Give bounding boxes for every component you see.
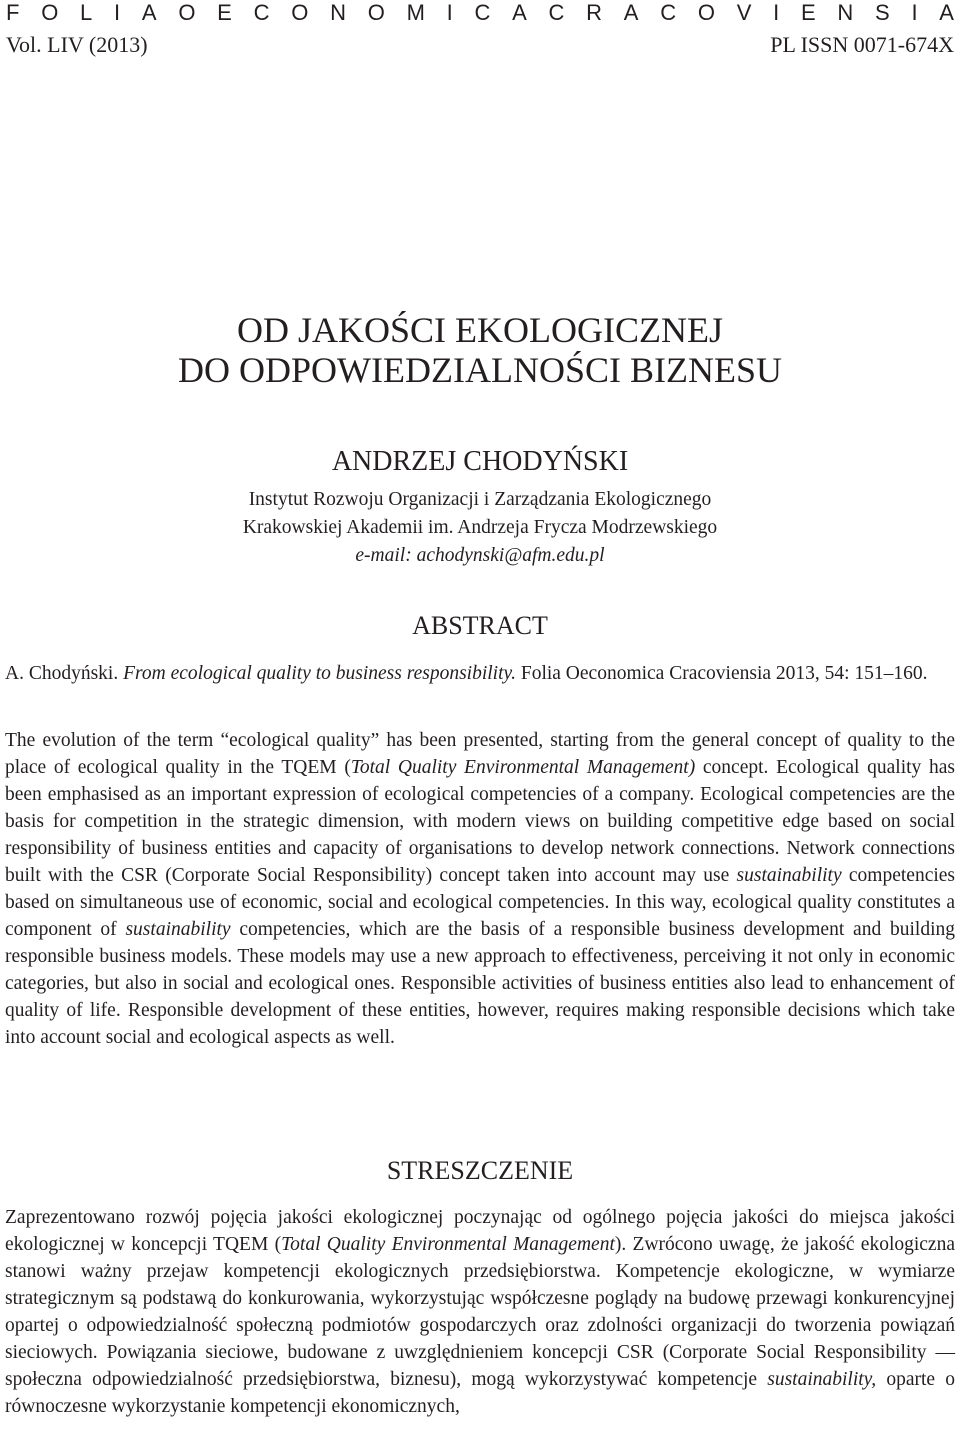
journal-letter: A <box>141 0 157 25</box>
streszczenie-text: Zaprezentowano rozwój pojęcia jakości ekologicznej poczynając od ogólnego pojęcia jakości do miejsca jakości ekologicznej w koncepcji TQEM ( <box>5 1207 955 1255</box>
journal-letter: I <box>446 0 453 25</box>
journal-letter: O <box>178 0 196 25</box>
journal-letter: M <box>406 0 425 25</box>
journal-letter: E <box>217 0 232 25</box>
abstract-body <box>5 727 955 1051</box>
article-title <box>0 310 960 390</box>
issn-info: PL ISSN 0071-674X <box>770 32 954 57</box>
abstract-italic-term: sustainability <box>736 865 842 886</box>
streszczenie-body <box>5 1204 955 1420</box>
journal-letter: C <box>253 0 270 25</box>
citation-author: A. Chodyński. <box>5 663 119 684</box>
journal-letter: R <box>586 0 603 25</box>
author-email: e-mail: achodynski@afm.edu.pl <box>355 545 605 566</box>
streszczenie-text: oparte o równoczesne wykorzystanie kompetencji ekonomicznych, <box>5 1369 955 1417</box>
citation-title: From ecological quality to business responsibility. <box>123 663 516 684</box>
streszczenie-heading: STRESZCZENIE <box>386 1156 574 1185</box>
journal-letter: N <box>837 0 854 25</box>
journal-letter: C <box>660 0 677 25</box>
journal-letter: F <box>6 0 20 25</box>
title-line-1: OD JAKOŚCI EKOLOGICZNEJ <box>237 310 723 350</box>
title-line-2: DO ODPOWIEDZIALNOŚCI BIZNESU <box>178 350 782 390</box>
abstract-text: concept. Ecological quality has been emphasised as an important expression of ecological competencies of a company. Ecological competencies are the basis for competition in the strategic dimension, with modern views on building competitive edge based on social responsibility of business entities and capacity of organisations to develop network connections. Network connections built with the CSR (Corporate Social Responsibility) concept taken into account may use <box>5 757 955 886</box>
volume-info: Vol. LIV (2013) <box>6 32 148 57</box>
journal-letter: O <box>41 0 59 25</box>
streszczenie-italic-term: Total Quality Environmental Management <box>281 1234 615 1255</box>
journal-letter: A <box>512 0 527 25</box>
journal-letter: I <box>114 0 121 25</box>
abstract-text: competencies based on simultaneous use of economic, social and ecological competencies. In this way, ecological quality constitutes a component of <box>5 865 956 940</box>
affiliation-line-2: Krakowskiej Akademii im. Andrzeja Frycza Modrzewskiego <box>242 517 718 538</box>
journal-letter: A <box>623 0 639 25</box>
abstract-italic-term: sustainability <box>125 919 231 940</box>
journal-letter: N <box>330 0 346 25</box>
journal-letter: O <box>697 0 715 25</box>
journal-letter: V <box>736 0 752 25</box>
journal-letter: O <box>367 0 385 25</box>
journal-letter: O <box>291 0 309 25</box>
author-name: ANDRZEJ CHODYŃSKI <box>331 446 629 477</box>
abstract-text: The evolution of the term “ecological quality” has been presented, starting from the general concept of quality to the place of ecological quality in the TQEM ( <box>5 730 955 778</box>
journal-letter: I <box>911 0 918 25</box>
streszczenie-text: ). Zwrócono uwagę, że jakość ekologiczna stanowi ważny przejaw kompetencji ekologicznych przedsiębiorstwa. Kompetencje ekologiczne, w wymiarze strategicznym są podstawą do konkurowania, wykorzystując współczesne poglądy na budowę przewagi konkurencyjnej opartej o odpowiedzialność społeczną podmiotów gospodarczych oraz zdolności organizacji do tworzenia powiązań sieciowych. Powiązania sieciowe, budowane z uwzględnieniem koncepcji CSR (Corporate Social Responsibility — społeczna odpowiedzialność przedsiębiorstwa, biznesu), mogą wykorzystywać kompetencje <box>5 1234 955 1390</box>
abstract-heading: ABSTRACT <box>412 611 548 640</box>
streszczenie-italic-term: sustainability, <box>767 1369 877 1390</box>
citation-source: Folia Oeconomica Cracoviensia 2013, 54: 151–160. <box>520 663 928 684</box>
abstract-italic-term: Total Quality Environmental Management) <box>350 757 696 778</box>
journal-letter: C <box>548 0 565 25</box>
affiliation <box>0 486 960 570</box>
journal-letter: L <box>80 0 93 25</box>
journal-letter: E <box>800 0 816 25</box>
journal-letter: S <box>875 0 890 25</box>
affiliation-line-1: Instytut Rozwoju Organizacji i Zarządzania Ekologicznego <box>248 489 712 510</box>
journal-letter: A <box>939 0 954 25</box>
journal-letter: C <box>474 0 491 25</box>
journal-name <box>6 0 954 26</box>
citation <box>5 660 955 687</box>
abstract-text: competencies, which are the basis of a responsible business development and building responsible business models. These models may use a new approach to effectiveness, perceiving it not only in economic categories, but also in social and ecological ones. Responsible activities of business entities also lead to enhancement of quality of life. Responsible development of these entities, however, requires making responsible decisions which take into account social and ecological aspects as well. <box>5 919 955 1048</box>
journal-letter: I <box>773 0 780 25</box>
